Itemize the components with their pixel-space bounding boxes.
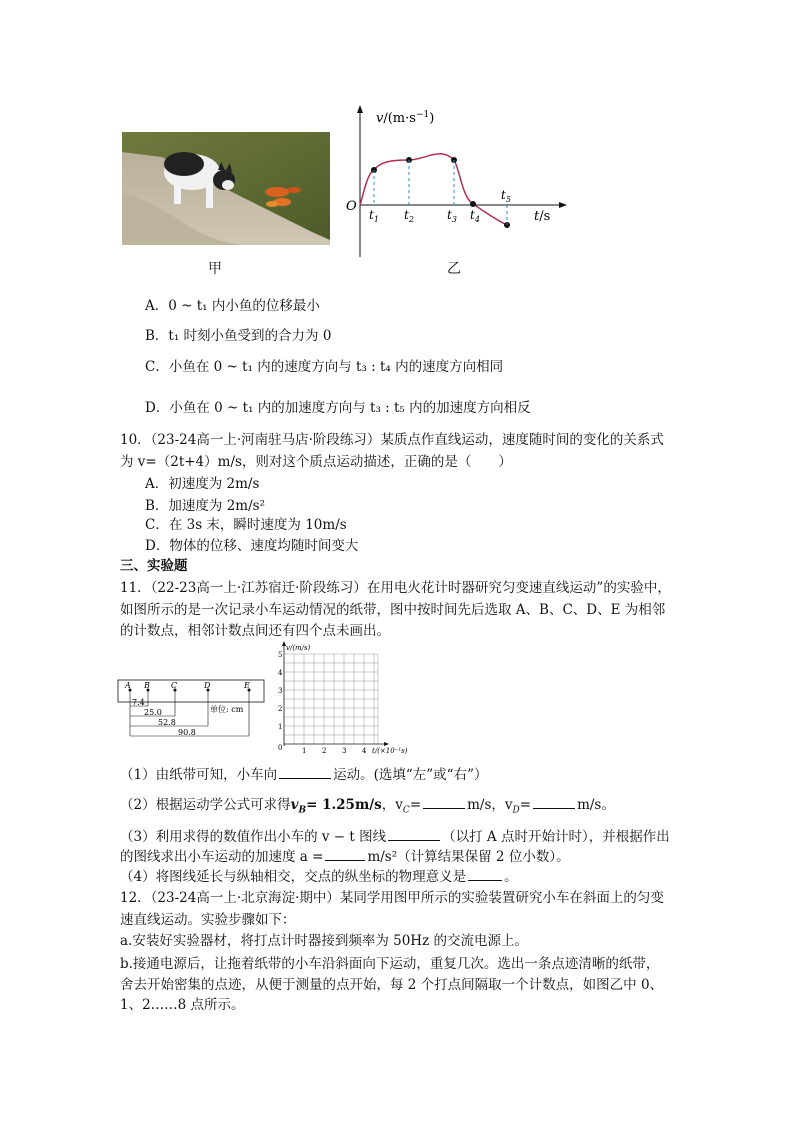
answer-blank-meaning[interactable] [468, 866, 502, 881]
vt-t5: $t_5$ [501, 188, 511, 204]
tape-point-c: C [171, 681, 178, 690]
answer-blank-direction[interactable] [279, 764, 331, 779]
vt-y-label: $v/(m\cdot s^{-1})$ [376, 110, 435, 126]
answer-blank-acceleration[interactable] [325, 846, 365, 861]
vt-t2: $t_2$ [404, 208, 414, 224]
grid-origin: 0 [278, 744, 283, 752]
vt-t4: $t_4$ [470, 208, 480, 224]
q11-part2: （2）根据运动学公式可求得$v_B= 1.25m/s$，$v_C= m/s$，$v_D= m/s$。 [120, 794, 615, 821]
vt-t3: $t_3$ [447, 208, 457, 224]
tape-dim-25-0: 25.0 [144, 708, 162, 717]
vt-graph [340, 102, 570, 262]
q9-option-d: D．小鱼在 0 ~ t₁ 内的加速度方向与 t₃ : t₅ 内的加速度方向相反 [145, 400, 531, 416]
q10-option-b: B．加速度为 2m/s² [145, 498, 265, 514]
answer-blank-graph[interactable] [388, 826, 440, 841]
grid-x-tick-4: 4 [362, 747, 367, 755]
figure-label-yi: 乙 [447, 261, 461, 277]
answer-blank-vc[interactable] [423, 794, 465, 809]
grid-y-tick-4: 4 [278, 669, 283, 677]
grid-y-tick-1: 1 [278, 723, 283, 731]
q11-part1: （1）由纸带可知，小车向 运动。(选填“左”或“右”） [120, 764, 487, 785]
tape-point-d: D [204, 681, 211, 690]
tape-point-a: A [125, 681, 131, 690]
vt-graph-curve [360, 154, 507, 225]
grid-y-label: v/(m/s) [286, 644, 311, 652]
grid-x-label: t/(×10⁻¹s) [372, 747, 408, 755]
tape-point-b: B [144, 681, 150, 690]
cat-fish-photo [122, 132, 330, 245]
q12-step-b-3: 1、2……8 点所示。 [120, 997, 245, 1013]
q9-option-c: C．小鱼在 0 ~ t₁ 内的速度方向与 t₃ : t₄ 内的速度方向相同 [145, 359, 504, 375]
figure-label-jia: 甲 [208, 261, 222, 277]
q12-stem-2: 速直线运动。实验步骤如下： [120, 912, 296, 928]
q10-option-a: A．初速度为 2m/s [145, 476, 260, 492]
tape-dim-90-8: 90.8 [178, 728, 196, 737]
q11-part3-line2: 的图线求出小车运动的加速度 a = m/s²（计算结果保留 2 位小数）。 [120, 846, 570, 867]
grid-y-tick-5: 5 [278, 651, 283, 659]
q11-stem-3: 的计数点，相邻计数点间还有四个点未画出。 [120, 623, 390, 639]
tape-unit: 单位: cm [210, 705, 244, 714]
grid-y-tick-3: 3 [278, 687, 283, 695]
q10-stem-2: 为 v=（2t+4）m/s，则对这个质点运动描述，正确的是（ ） [120, 454, 512, 470]
vt-t1: $t_1$ [369, 208, 379, 224]
q12-step-a: a.安装好实验器材，将打点计时器接到频率为 50Hz 的交流电源上。 [120, 933, 528, 949]
vt-x-label: t/s [534, 209, 551, 224]
vt-point-t4 [470, 201, 476, 207]
paper-tape-diagram [116, 676, 268, 744]
section-heading-experiment: 三、实验题 [120, 558, 188, 574]
q10-option-c: C．在 3s 末，瞬时速度为 10m/s [145, 517, 347, 533]
q10-option-d: D．物体的位移、速度均随时间变大 [145, 538, 359, 554]
grid-x-tick-2: 2 [322, 747, 327, 755]
q9-option-b: B．t₁ 时刻小鱼受到的合力为 0 [145, 328, 332, 344]
tape-dim-7-4: 7.4 [132, 698, 145, 707]
vt-origin: O [346, 199, 357, 214]
vt-grid-lines [284, 654, 378, 744]
q11-part3-line1: （3）利用求得的数值作出小车的 v − t 图线 （以打 A 点时开始计时），并根据作出 [120, 826, 670, 847]
grid-x-tick-1: 1 [302, 747, 307, 755]
answer-blank-vd[interactable] [533, 794, 575, 809]
grid-x-tick-3: 3 [342, 747, 347, 755]
grid-y-tick-2: 2 [278, 705, 283, 713]
q9-option-a: A．0 ~ t₁ 内小鱼的位移最小 [145, 298, 320, 314]
tape-point-e: E [244, 681, 250, 690]
vt-grid-chart [268, 638, 418, 762]
q11-part4: （4）将图线延长与纵轴相交，交点的纵坐标的物理意义是 。 [120, 866, 518, 887]
tape-dim-52-8: 52.8 [158, 718, 176, 727]
cat-fish-photo-drawing [122, 132, 330, 245]
q10-stem-1: 10．（23-24高一上·河南驻马店·阶段练习）某质点作直线运动，速度随时间的变化的关系式 [120, 432, 664, 448]
q12-step-b-2: 舍去开始密集的点迹，从便于测量的点开始，每 2 个打点间隔取一个计数点，如图乙中 0、 [120, 977, 664, 993]
q11-stem-2: 如图所示的是一次记录小车运动情况的纸带，图中按时间先后选取 A、B、C、D、E 为相邻 [120, 602, 666, 618]
q12-step-b-1: b.接通电源后，让拖着纸带的小车沿斜面向下运动，重复几次。选出一条点迹清晰的纸带， [120, 956, 660, 972]
q11-stem-1: 11．（22-23高一上·江苏宿迁·阶段练习）在用电火花计时器研究匀变速直线运动”的实验中， [120, 580, 671, 596]
q12-stem-1: 12．（23-24高一上·北京海淀·期中）某同学用图甲所示的实验装置研究小车在斜面上的匀变 [120, 890, 664, 906]
